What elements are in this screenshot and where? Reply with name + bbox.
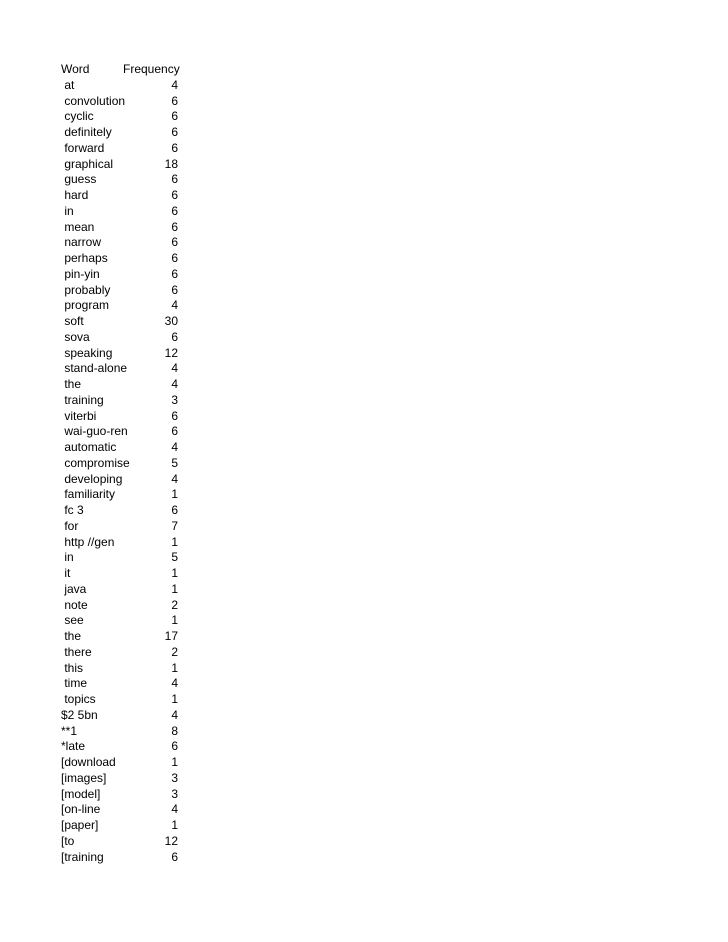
word-cell: **1 [61,723,78,738]
word-cell: for [61,518,79,533]
frequency-cell: 4 [171,77,178,92]
word-cell: there [61,644,92,659]
frequency-cell: 1 [171,755,178,769]
frequency-cell: 6 [171,140,178,155]
table-row [61,330,191,346]
frequency-cell: 6 [171,109,178,124]
table-row [61,251,191,267]
word-cell: the [61,629,82,643]
word-cell: perhaps [61,251,108,265]
word-cell: training [61,392,104,407]
table-row [61,409,191,425]
word-cell: viterbi [61,408,97,423]
word-cell: convolution [61,93,126,108]
word-cell: java [61,581,87,596]
table-row [61,503,191,519]
table-row [61,361,191,377]
frequency-cell: 6 [171,503,178,517]
word-cell: it [61,566,71,580]
table-row [61,802,191,818]
table-row [61,172,191,188]
frequency-cell: 3 [171,770,178,785]
frequency-cell: 6 [171,188,178,202]
word-cell: automatic [61,440,117,454]
frequency-cell: 4 [171,676,178,691]
table-row [61,676,191,692]
word-cell: pin-yin [61,266,100,281]
table-row [61,566,191,582]
table-row [61,267,191,283]
frequency-cell: 6 [171,203,178,218]
frequency-cell: 1 [171,818,178,832]
word-cell: probably [61,282,111,297]
frequency-cell: 17 [164,629,178,643]
word-cell: speaking [61,345,113,360]
frequency-cell: 1 [171,581,178,596]
word-cell: developing [61,471,123,486]
frequency-cell: 6 [171,266,178,281]
word-cell: $2 5bn [61,707,98,722]
frequency-cell: 6 [171,282,178,297]
table-row [61,487,191,503]
table-row [61,393,191,409]
frequency-cell: 4 [171,298,178,313]
table-row [61,755,191,771]
frequency-cell: 1 [171,692,178,706]
table-row [61,582,191,598]
frequency-cell: 6 [171,219,178,234]
frequency-cell: 4 [171,471,178,486]
frequency-cell: 6 [171,329,178,344]
word-cell: soft [61,314,84,328]
table-row [61,424,191,440]
table-row [61,220,191,236]
frequency-cell: 7 [171,518,178,533]
table-row [61,204,191,220]
table-row [61,850,191,866]
frequency-cell: 3 [171,392,178,407]
table-row [61,834,191,850]
table-row [61,519,191,535]
column-header-word: Word [61,62,90,76]
word-cell: [paper] [61,818,99,832]
frequency-cell: 6 [171,235,178,250]
table-row [61,472,191,488]
table-row [61,456,191,472]
word-cell: cyclic [61,109,94,124]
table-row [61,283,191,299]
table-row [61,550,191,566]
frequency-cell: 4 [171,377,178,391]
table-header-row [61,62,191,78]
table-row [61,346,191,362]
word-cell: wai-guo-ren [61,424,128,439]
frequency-cell: 6 [171,172,178,187]
frequency-cell: 5 [171,455,178,470]
frequency-cell: 6 [171,424,178,439]
frequency-cell: 8 [171,723,178,738]
word-cell: definitely [61,125,112,139]
word-cell: sova [61,329,90,344]
word-cell: mean [61,219,95,234]
word-cell: [to [61,833,75,848]
frequency-cell: 4 [171,707,178,722]
word-cell: note [61,597,88,612]
frequency-cell: 12 [164,833,178,848]
word-cell: [download [61,755,116,769]
table-row [61,157,191,173]
frequency-cell: 1 [171,534,178,549]
word-cell: [training [61,849,104,864]
word-cell: in [61,550,74,565]
frequency-cell: 6 [171,251,178,265]
table-row [61,78,191,94]
frequency-cell: 1 [171,660,178,675]
table-row [61,440,191,456]
word-cell: graphical [61,156,114,171]
column-header-frequency: Frequency [123,62,180,76]
word-cell: familiarity [61,487,116,502]
table-row [61,787,191,803]
frequency-cell: 12 [164,345,178,360]
word-cell: program [61,298,110,313]
table-row [61,645,191,661]
word-cell: topics [61,692,96,706]
word-cell: compromise [61,455,130,470]
frequency-cell: 4 [171,361,178,376]
word-cell: http //gen [61,534,115,549]
table-row [61,377,191,393]
frequency-cell: 6 [171,739,178,754]
word-cell: time [61,676,88,691]
table-row [61,109,191,125]
frequency-cell: 1 [171,613,178,628]
table-row [61,598,191,614]
table-row [61,188,191,204]
word-cell: narrow [61,235,102,250]
frequency-cell: 30 [164,314,178,328]
table-row [61,661,191,677]
table-row [61,771,191,787]
frequency-cell: 6 [171,849,178,864]
frequency-cell: 6 [171,408,178,423]
word-cell: fc 3 [61,503,84,517]
frequency-cell: 5 [171,550,178,565]
table-row [61,708,191,724]
frequency-cell: 1 [171,487,178,502]
frequency-cell: 4 [171,802,178,817]
table-row [61,724,191,740]
frequency-table [61,62,191,865]
table-row [61,125,191,141]
word-cell: forward [61,140,105,155]
frequency-cell: 2 [171,644,178,659]
frequency-cell: 4 [171,440,178,454]
table-row [61,692,191,708]
word-cell: *late [61,739,86,754]
word-cell: [on-line [61,802,101,817]
table-row [61,613,191,629]
frequency-cell: 3 [171,786,178,801]
frequency-cell: 18 [164,156,178,171]
word-cell: see [61,613,84,628]
frequency-cell: 2 [171,597,178,612]
table-row [61,141,191,157]
word-cell: guess [61,172,97,187]
frequency-cell: 6 [171,125,178,139]
frequency-cell: 6 [171,93,178,108]
table-row [61,298,191,314]
word-cell: in [61,203,74,218]
table-row [61,739,191,755]
word-cell: stand-alone [61,361,128,376]
word-cell: this [61,660,84,675]
table-row [61,314,191,330]
table-body [61,78,191,866]
table-row [61,94,191,110]
frequency-cell: 1 [171,566,178,580]
word-cell: at [61,77,75,92]
table-row [61,629,191,645]
word-cell: [model] [61,786,101,801]
word-cell: the [61,377,82,391]
word-cell: hard [61,188,89,202]
word-cell: [images] [61,770,107,785]
table-row [61,818,191,834]
table-row [61,235,191,251]
table-row [61,535,191,551]
